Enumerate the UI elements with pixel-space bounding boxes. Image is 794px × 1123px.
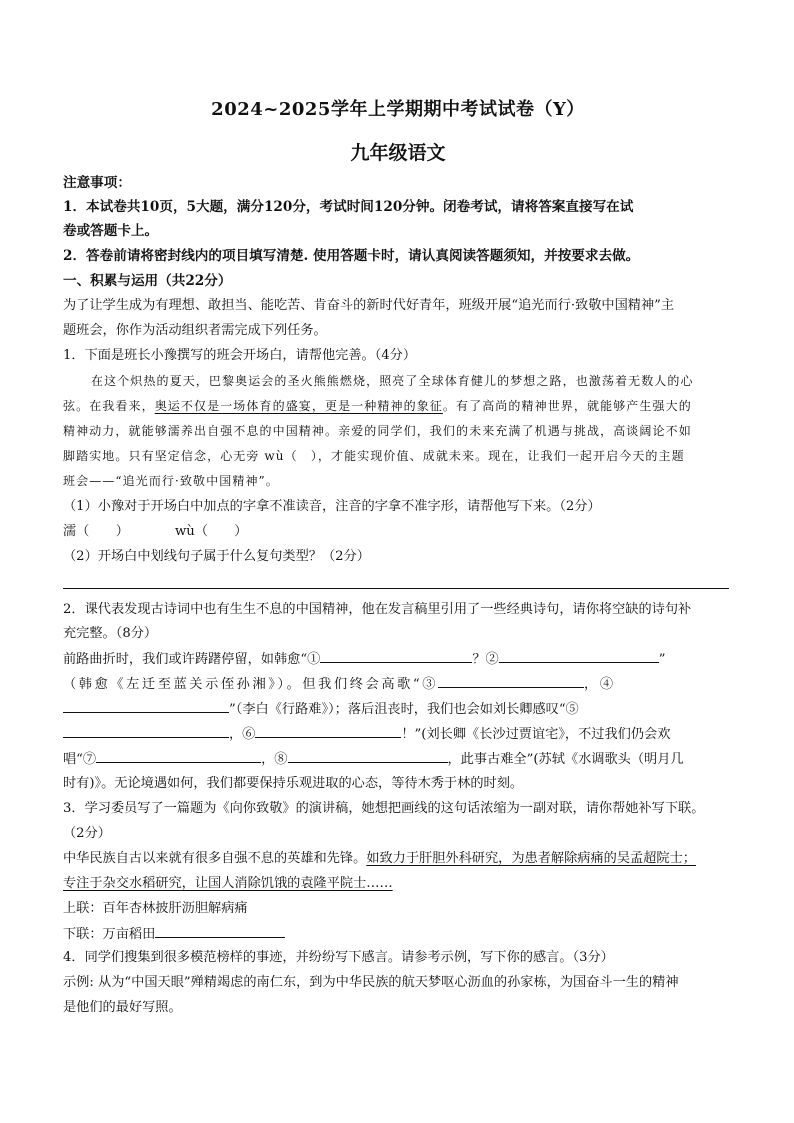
underlined-text-1: 如致力于肝胆外科研究，为患者解除病痛的吴孟超院士； <box>366 851 696 866</box>
underlined-text-2: 专注于杂交水稻研究，让国人消除饥饿的袁隆平院士…… <box>63 876 393 891</box>
blank-8[interactable] <box>288 747 448 763</box>
passage-line-5: 班会——“追光而行·致敬中国精神”。 <box>63 474 279 488</box>
question-2-stem-cont: 充完整。（8分） <box>63 626 158 641</box>
notice-heading: 注意事项： <box>63 175 131 191</box>
answer-blank-wu[interactable]: wù（ ） <box>174 524 248 539</box>
question-3-text: 中华民族自古以来就有很多自强不息的英雄和先锋。如致力于肝胆外科研究，为患者解除病痛的吴孟超院士； <box>63 851 696 866</box>
notice-item-1: 1．本试卷共10页，5大题，满分120分，考试时间120分钟。闭卷考试，请将答案直接写在试 <box>63 199 634 215</box>
blank-1[interactable] <box>320 647 472 663</box>
passage-line-2: 弦。在我看来，奥运不仅是一场体育的盛宴，更是一种精神的象征。有了高尚的精神世界，就能够产生强大的 <box>63 399 692 413</box>
answer-blank-ru[interactable]: 濡（ ） <box>63 524 129 539</box>
question-4-example-cont: 是他们的最好写照。 <box>63 1000 182 1015</box>
question-3-stem: 3．学习委员写了一篇题为《向你致敬》的演讲稿，她想把画线的这句话浓缩为一副对联，请你帮她补写下联。 <box>63 801 705 816</box>
blank-3[interactable] <box>438 672 584 688</box>
question-2-line-2: （韩愈《左迁至蓝关示侄孙湘》）。但我们终会高歌“③ ，④ <box>63 672 733 697</box>
exam-subtitle: 九年级语文 <box>350 142 446 164</box>
question-1-sub-1-answer <box>63 520 733 544</box>
section-1-intro-cont: 题班会，你作为活动组织者需完成下列任务。 <box>63 323 327 338</box>
question-3-stem-cont: （2分） <box>63 826 111 841</box>
section-1-intro: 为了让学生成为有理想、敢担当、能吃苦、肯奋斗的新时代好青年，班级开展“追光而行·致敬中国精神”主 <box>63 298 675 313</box>
question-1-sub-1: （1）小豫对于开场白中加点的字拿不准读音，注音的字拿不准字形，请帮他写下来。（2分） <box>63 499 601 514</box>
question-2-line-1: 前路曲折时，我们或许踌躇停留，如韩愈“① ？② ” <box>63 647 733 672</box>
question-4-stem: 4．同学们搜集到很多模范榜样的事迹，并纷纷写下感言。请参考示例，写下你的感言。（3分） <box>63 950 614 965</box>
couplet-lower-blank[interactable] <box>155 922 285 938</box>
underlined-sentence: 奥运不仅是一场体育的盛宴，更是一种精神的象征 <box>154 399 443 413</box>
notice-item-1-cont: 卷或答题卡上。 <box>63 223 159 239</box>
blank-6[interactable] <box>255 722 401 738</box>
question-2-line-4: ，⑥ ！”(刘长卿《长沙过贾谊宅》，不过我们仍会欢 <box>63 722 733 747</box>
question-4-example: 示例: 从为“中国天眼”殚精竭虑的南仁东，到为中华民族的航天梦呕心沥血的孙家栋，为国奋斗一生的精神 <box>63 975 679 990</box>
question-2-line-3: ”（李白《行路难》）；落后沮丧时，我们也会如刘长卿感叹“⑤ <box>63 697 733 722</box>
question-2-line-6: 时有)》。无论境遇如何，我们都要保持乐观进取的心态，等待木秀于林的时刻。 <box>63 776 524 791</box>
passage-line-1: 在这个炽热的夏天，巴黎奥运会的圣火熊熊燃烧，照亮了全球体育健儿的梦想之路，也激荡着无数人的心 <box>91 374 694 388</box>
answer-line[interactable] <box>63 588 729 589</box>
couplet-upper: 上联：百年杏林披肝沥胆解病痛 <box>63 901 248 916</box>
passage-line-3: 精神动力，就能够濡养出自强不息的中国精神。亲爱的同学们，我们的未来充满了机遇与挑战，高谈阔论不如 <box>63 424 692 438</box>
question-2-line-5: 唱“⑦ ，⑧ ，此事古难全”(苏轼《水调歌头（明月几 <box>63 747 733 772</box>
passage-line-4: 脚踏实地。只有坚定信念，心无旁 wù（ ），才能实现价值、成就未来。现在，让我们一起开启今天的主题 <box>63 449 685 463</box>
blank-2[interactable] <box>499 647 659 663</box>
blank-7[interactable] <box>96 747 261 763</box>
section-1-heading: 一、积累与运用（共22分） <box>63 273 232 289</box>
exam-title: 2024~2025学年上学期期中考试试卷（Y） <box>211 99 585 120</box>
question-3-text-cont <box>63 872 733 896</box>
question-2-stem: 2．课代表发现古诗词中也有生生不息的中国精神，他在发言稿里引用了一些经典诗句，请你将空缺的诗句补 <box>63 602 692 617</box>
question-1-sub-2: （2）开场白中划线句子属于什么复句类型？（2分） <box>63 549 370 564</box>
couplet-lower: 下联：万亩稻田 <box>63 922 733 947</box>
blank-5[interactable] <box>63 722 229 738</box>
notice-item-2: 2．答卷前请将密封线内的项目填写清楚. 使用答题卡时，请认真阅读答题须知，并按要求去做。 <box>63 248 640 264</box>
blank-4[interactable] <box>63 697 229 713</box>
question-1-stem: 1．下面是班长小豫撰写的班会开场白，请帮他完善。（4分） <box>63 348 417 363</box>
